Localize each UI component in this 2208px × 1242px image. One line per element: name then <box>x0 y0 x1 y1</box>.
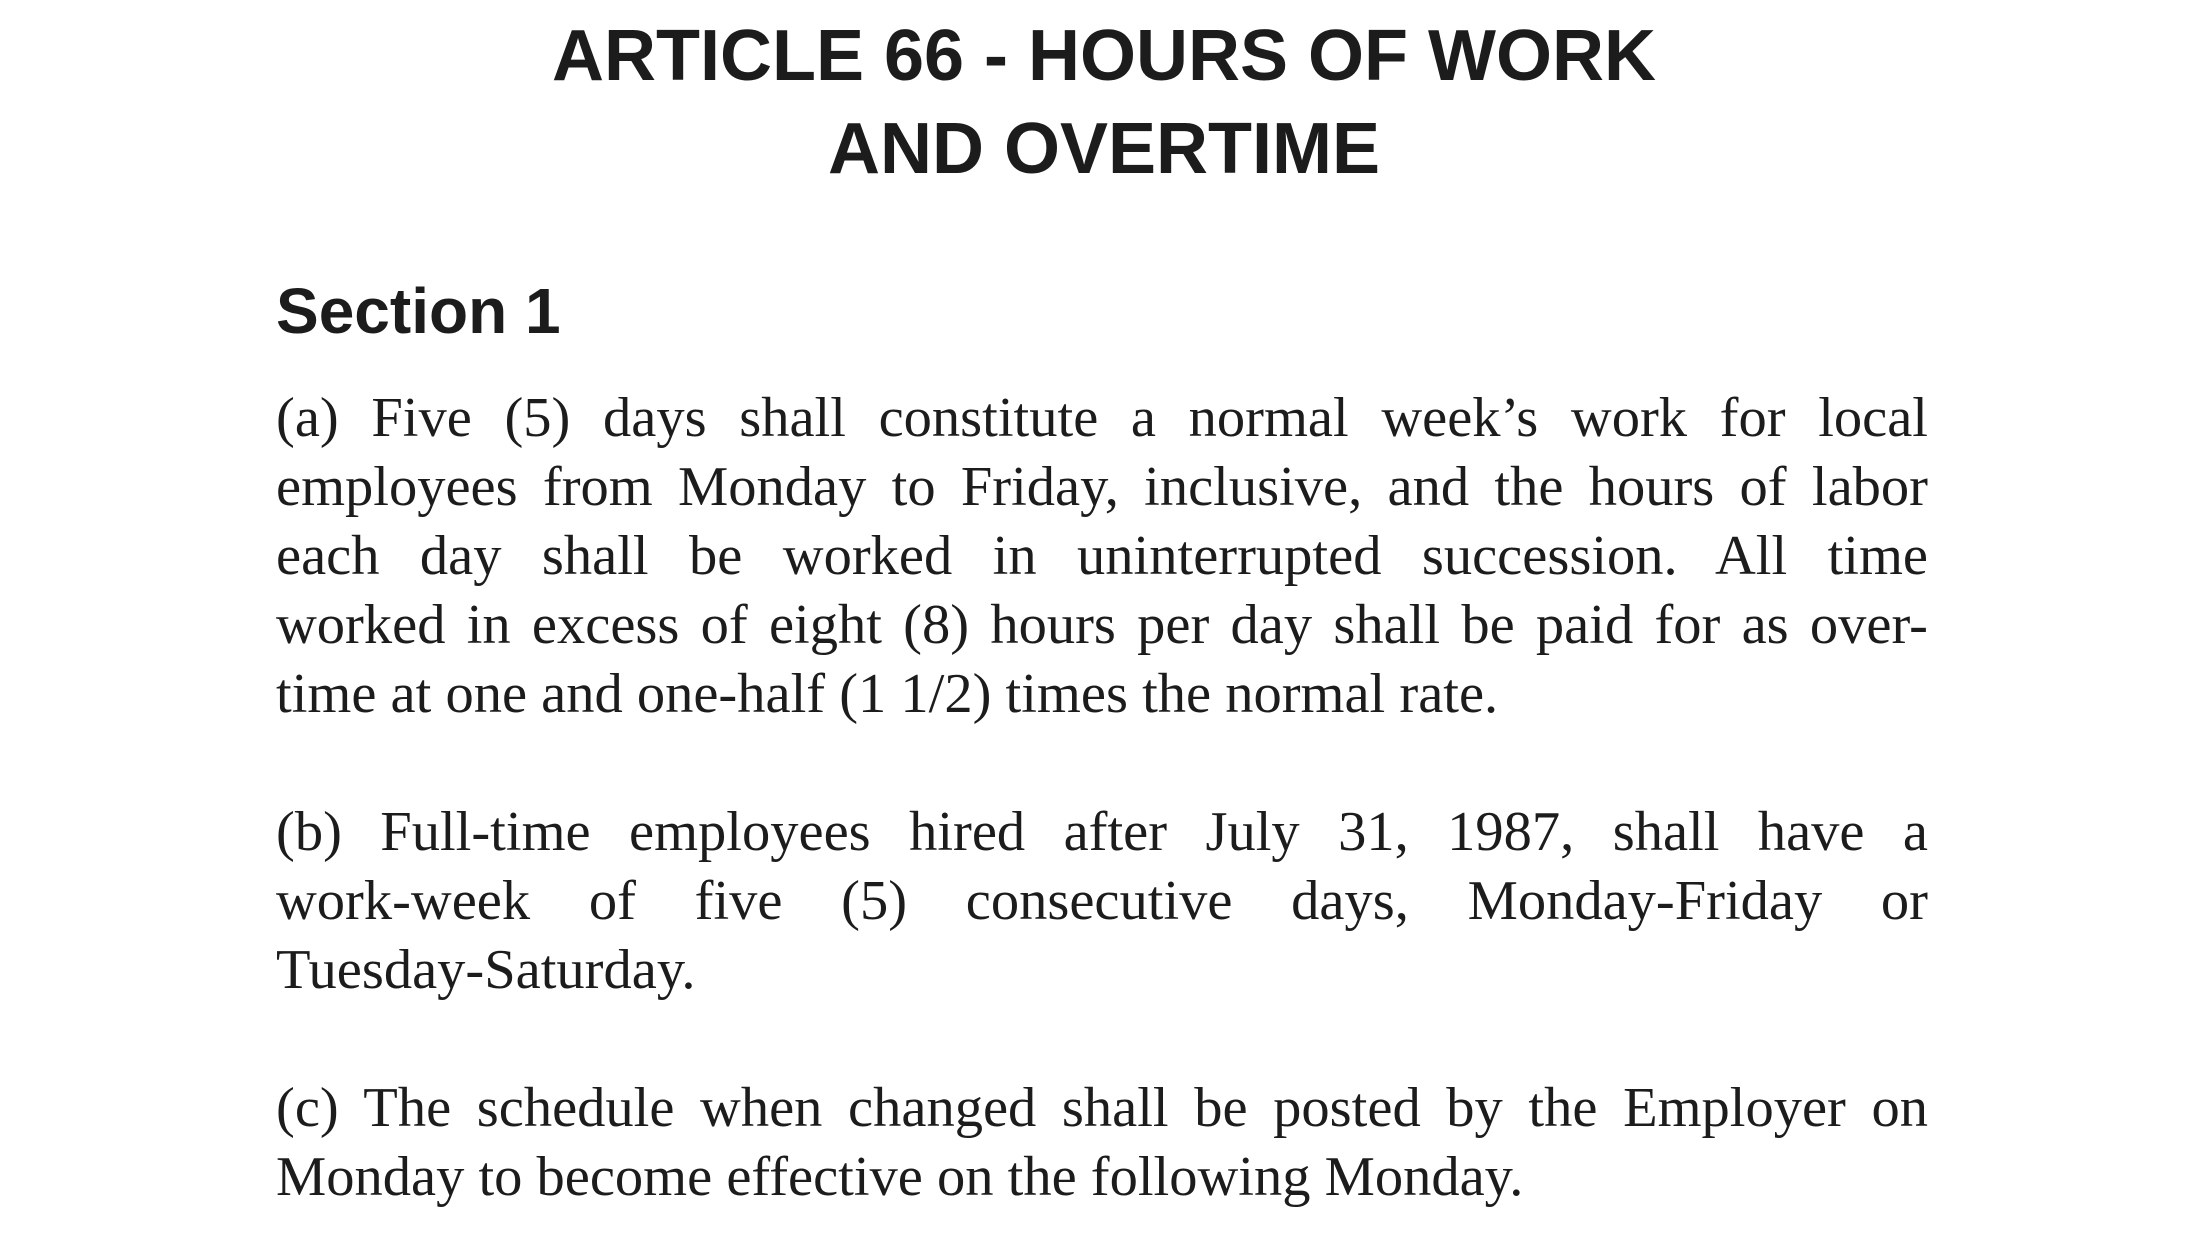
paragraph-c <box>276 1074 1928 1212</box>
paragraph-a <box>276 384 1928 729</box>
paragraph-b-line: (b) Full-time employees hired after July 31, 1987, shall have a <box>276 801 1928 863</box>
paragraph-c-line: (c) The schedule when changed shall be posted by the Employer on <box>276 1077 1928 1139</box>
article-title-line-2: AND OVERTIME <box>827 109 1381 189</box>
paragraph-a-line: worked in excess of eight (8) hours per day shall be paid for as over- <box>276 594 1928 656</box>
paragraph-c-line: Monday to become effective on the following Monday. <box>276 1146 1524 1208</box>
paragraph-b-line: Tuesday-Saturday. <box>276 939 696 1001</box>
paragraph-b-line: work-week of five (5) consecutive days, Monday-Friday or <box>276 870 1928 932</box>
paragraph-a-line: time at one and one-half (1 1/2) times the normal rate. <box>276 663 1499 725</box>
paragraph-a-line: employees from Monday to Friday, inclusive, and the hours of labor <box>276 456 1928 518</box>
paragraph-a-line: each day shall be worked in uninterrupted succession. All time <box>276 525 1928 587</box>
paragraph-b <box>276 798 1928 1005</box>
article-title-line-1: ARTICLE 66 - HOURS OF WORK <box>551 16 1656 96</box>
section-heading: Section 1 <box>276 275 561 347</box>
paragraph-a-line: (a) Five (5) days shall constitute a normal week’s work for local <box>276 387 1928 449</box>
